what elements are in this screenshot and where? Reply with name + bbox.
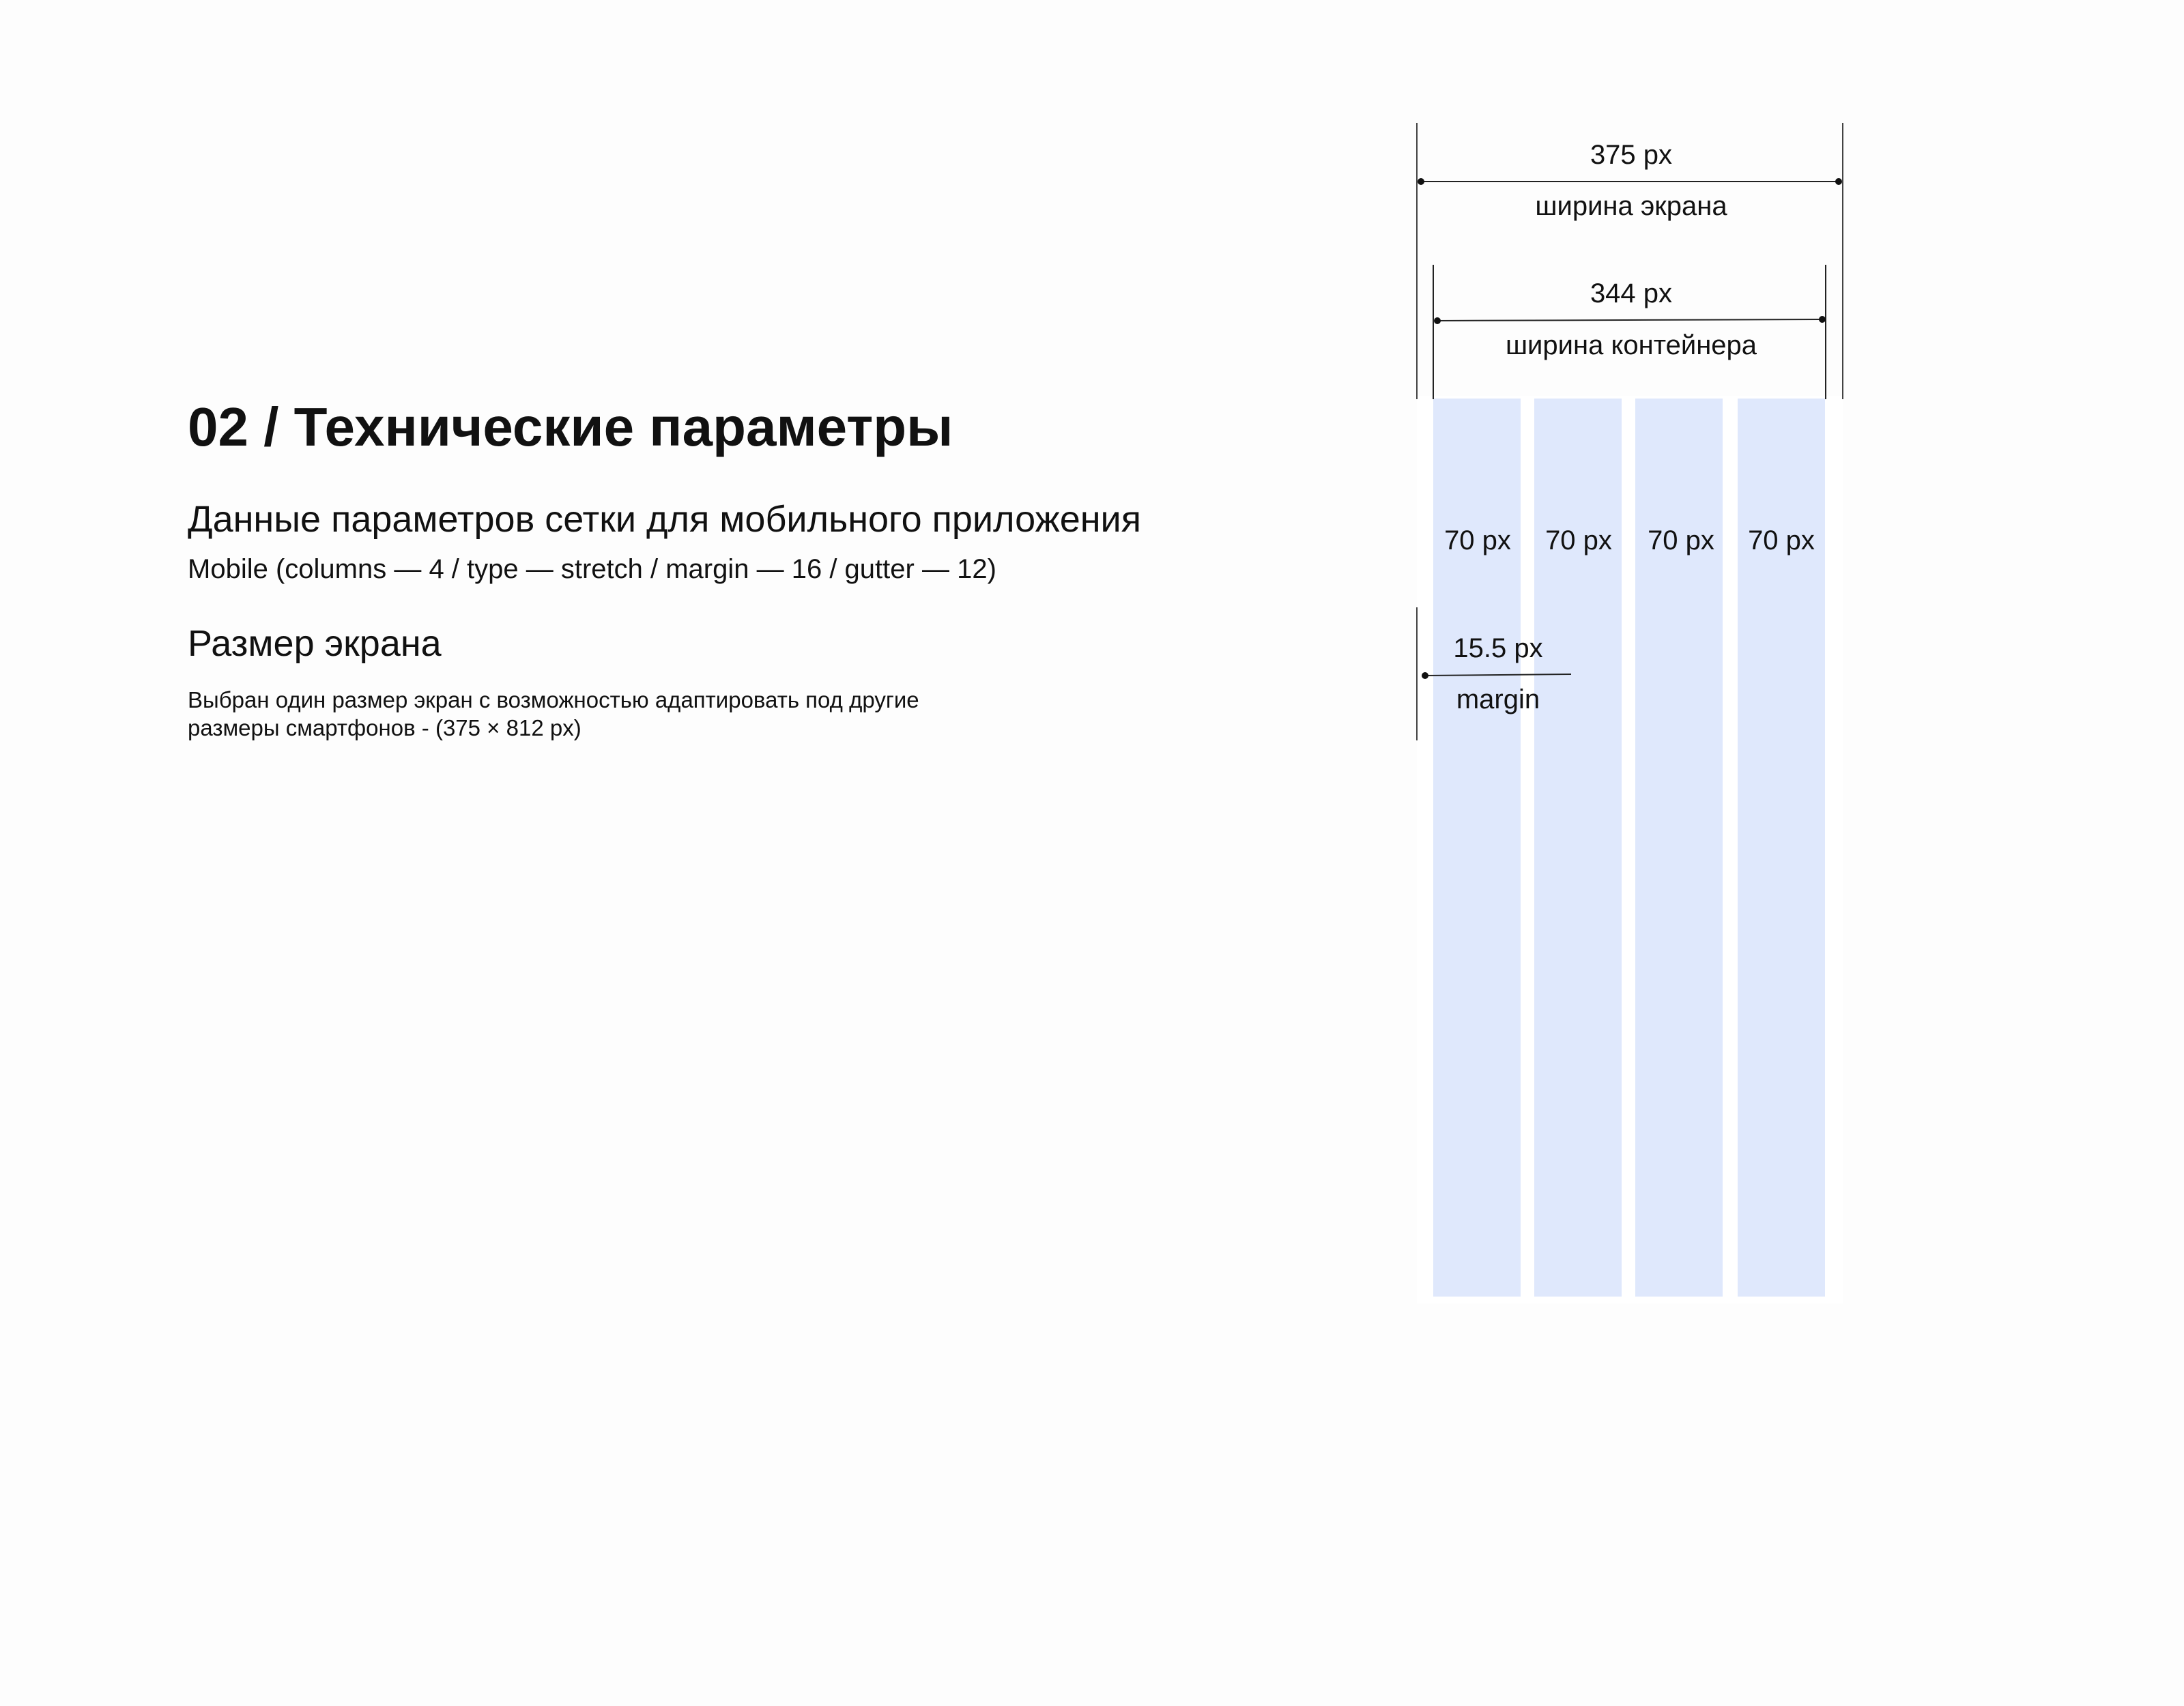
container-width-endpoint <box>1434 317 1441 324</box>
margin-value: 15.5 px <box>1453 633 1543 663</box>
column-width-label: 70 px <box>1444 525 1511 555</box>
screen-size-heading: Размер экрана <box>188 623 442 664</box>
column-width-label: 70 px <box>1545 525 1612 555</box>
screen-width-value: 375 px <box>1590 140 1673 170</box>
page-title: 02 / Технические параметры <box>188 396 953 457</box>
margin-label: margin <box>1456 684 1540 714</box>
container-width-value: 344 px <box>1590 278 1673 308</box>
screen-size-description <box>188 686 1143 742</box>
grid-subtitle: Данные параметров сетки для мобильного приложения <box>188 499 1141 540</box>
container-width-endpoint <box>1819 316 1826 323</box>
grid-params: Mobile (columns — 4 / type — stretch / margin — 16 / gutter — 12) <box>188 554 996 584</box>
screen-width-label: ширина экрана <box>1535 191 1727 221</box>
screen-width-endpoint <box>1418 178 1424 185</box>
description-line-1: Выбран один размер экран с возможностью адаптировать под другие <box>188 687 919 712</box>
container-width-dimension-line <box>1437 319 1822 321</box>
description-line-2: размеры смартфонов - (375 × 812 px) <box>188 715 581 740</box>
container-width-label: ширина контейнера <box>1505 330 1757 360</box>
screen-width-endpoint <box>1835 178 1842 185</box>
column-width-label: 70 px <box>1748 525 1815 555</box>
column-width-label: 70 px <box>1648 525 1714 555</box>
